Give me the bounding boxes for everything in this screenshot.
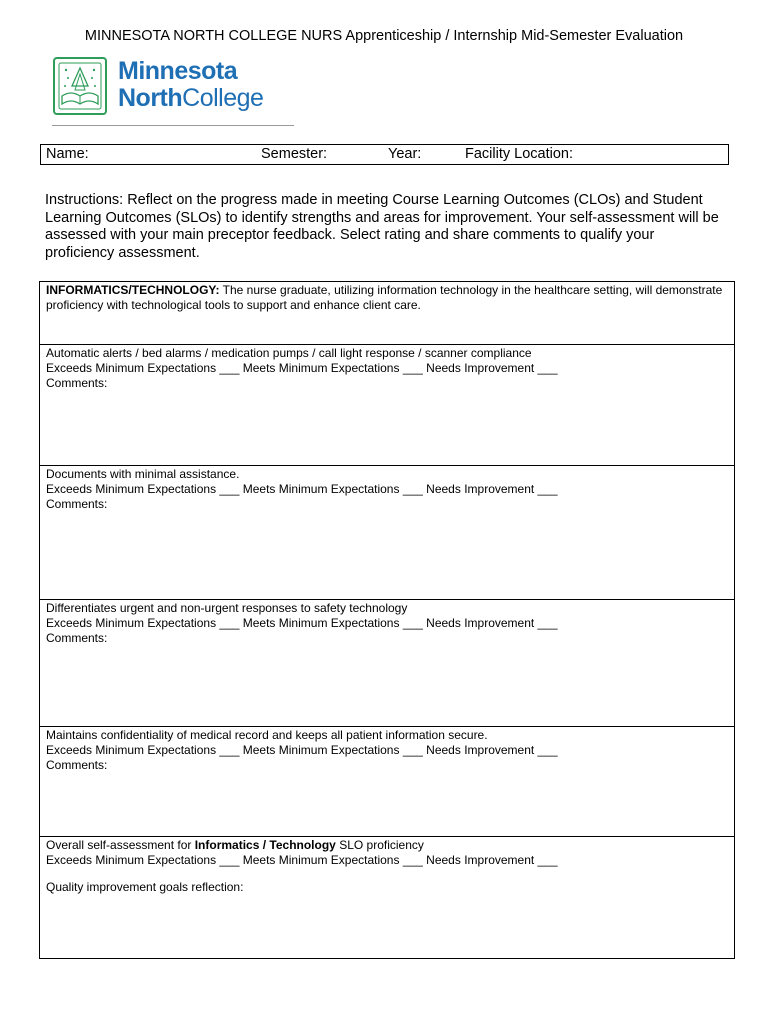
facility-location-field-label[interactable]: Facility Location: bbox=[465, 146, 573, 162]
criterion-text: Documents with minimal assistance. bbox=[46, 467, 240, 481]
reflection-label: Quality improvement goals reflection: bbox=[46, 880, 244, 894]
criterion-text: Maintains confidentiality of medical record and keeps all patient information secure. bbox=[46, 728, 488, 742]
rating-options[interactable]: Exceeds Minimum Expectations ___ Meets Minimum Expectations ___ Needs Improvement ___ bbox=[46, 616, 558, 630]
logo-line-1: Minnesota bbox=[118, 57, 238, 85]
college-logo bbox=[52, 56, 297, 126]
rating-options[interactable]: Exceeds Minimum Expectations ___ Meets Minimum Expectations ___ Needs Improvement ___ bbox=[46, 361, 558, 375]
section-description: The nurse graduate, utilizing information technology in the healthcare setting, will demonstrate proficiency with technological tools to support and enhance client care. bbox=[46, 283, 723, 312]
comments-label: Comments: bbox=[46, 497, 108, 511]
criterion-row[interactable] bbox=[40, 600, 734, 727]
criterion-text: Automatic alerts / bed alarms / medication pumps / call light response / scanner compliance bbox=[46, 346, 532, 360]
year-field-label[interactable]: Year: bbox=[388, 146, 422, 162]
college-logo-text bbox=[118, 58, 263, 112]
page-title: MINNESOTA NORTH COLLEGE NURS Apprenticeship / Internship Mid-Semester Evaluation bbox=[84, 28, 684, 44]
comments-label: Comments: bbox=[46, 376, 108, 390]
comments-label: Comments: bbox=[46, 758, 108, 772]
overall-assessment-row[interactable] bbox=[40, 837, 734, 959]
college-logo-icon bbox=[52, 56, 108, 116]
rating-options[interactable]: Exceeds Minimum Expectations ___ Meets Minimum Expectations ___ Needs Improvement ___ bbox=[46, 482, 558, 496]
instructions-text: Instructions: Reflect on the progress made in meeting Course Learning Outcomes (CLOs) and Student Learning Outcomes (SLOs) to identify strengths and areas for improvement. Your self-assessment will be assessed with your main preceptor feedback. Select rating and share comments to qualify your proficiency assessment. bbox=[45, 192, 719, 261]
evaluation-table bbox=[39, 281, 735, 959]
logo-divider bbox=[52, 125, 294, 126]
criterion-row[interactable] bbox=[40, 345, 734, 466]
criterion-row[interactable] bbox=[40, 466, 734, 600]
rating-options[interactable]: Exceeds Minimum Expectations ___ Meets Minimum Expectations ___ Needs Improvement ___ bbox=[46, 853, 558, 867]
comments-label: Comments: bbox=[46, 631, 108, 645]
section-heading: INFORMATICS/TECHNOLOGY: bbox=[46, 283, 220, 297]
student-info-bar bbox=[40, 144, 729, 165]
section-header-row bbox=[40, 282, 734, 345]
semester-field-label[interactable]: Semester: bbox=[261, 146, 328, 162]
logo-line-2: NorthCollege bbox=[118, 84, 264, 112]
rating-options[interactable]: Exceeds Minimum Expectations ___ Meets Minimum Expectations ___ Needs Improvement ___ bbox=[46, 743, 558, 757]
name-field-label[interactable]: Name: bbox=[46, 146, 89, 162]
criterion-text: Differentiates urgent and non-urgent responses to safety technology bbox=[46, 601, 408, 615]
overall-assessment-text: Overall self-assessment for Informatics / Technology SLO proficiency bbox=[46, 838, 424, 852]
criterion-row[interactable] bbox=[40, 727, 734, 837]
